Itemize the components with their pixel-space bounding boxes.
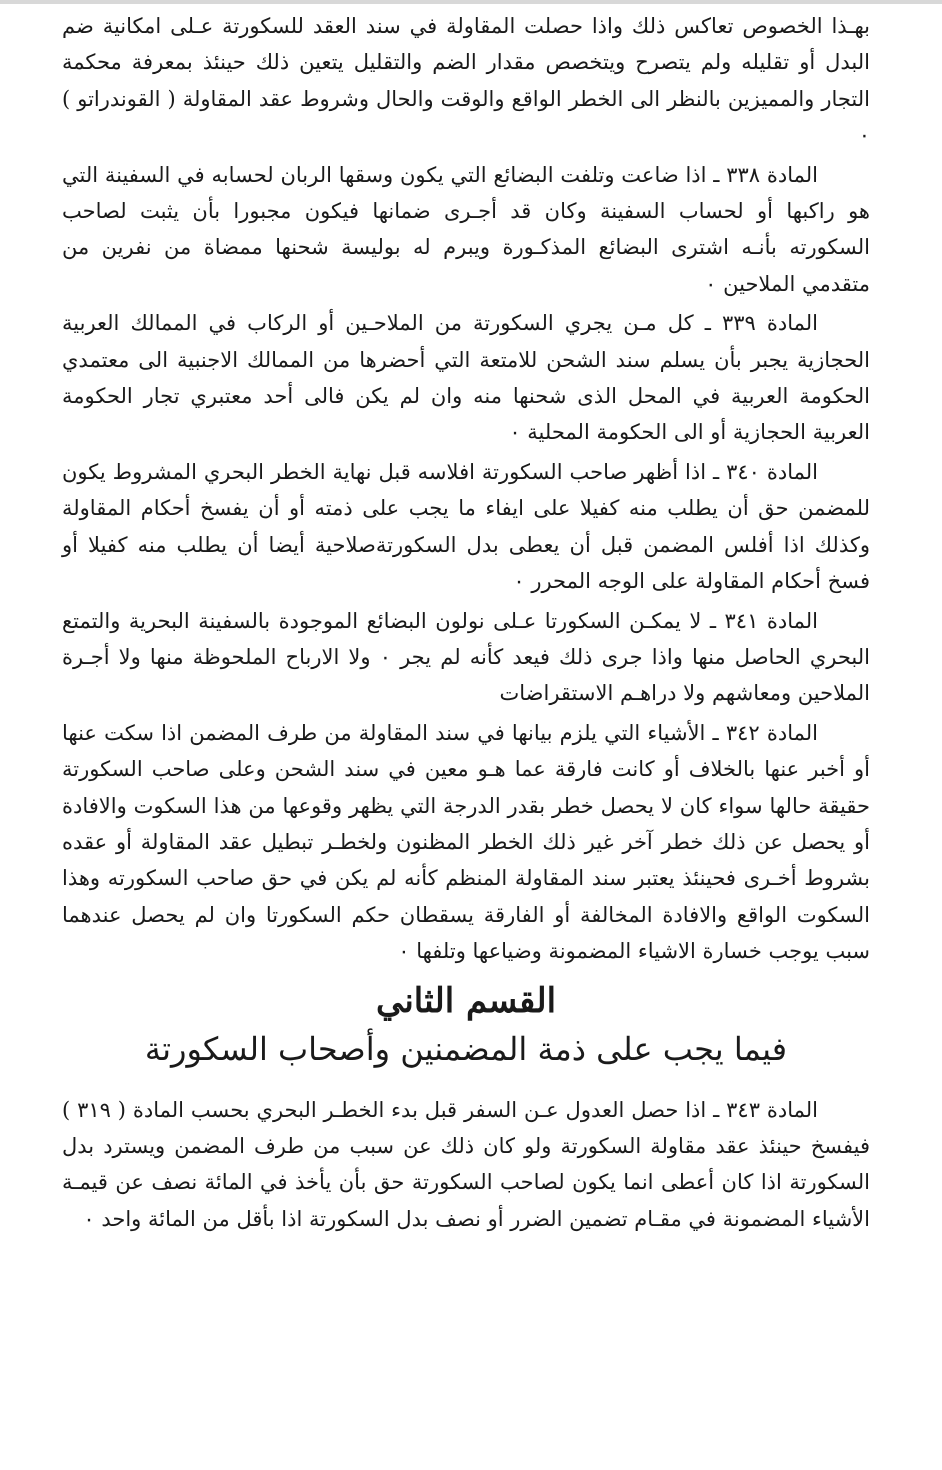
article-342: المادة ٣٤٢ ـ الأشياء التي يلزم بيانها في سند المقاولة من طرف المضمن اذا سكت عنها أو أخبر عنها بالخلاف أو كانت فارقة عما هـو معين في سند الشحن وعلى صاحب السكورتة حقيقة حالها سواء كان لا يحصل خطر بقدر الدرجة التي يظهر وقوعها من هذا السكوت والافادة أو يحصل عن ذلك خطر آخر غير ذلك الخطر المظنون ولخطـر تبطيل عقد المقاولة أو عقده بشروط أخـرى فحينئذ يعتبر سند المقاولة المنظم كأنه لم يكن في حق صاحب السكورته وهذا السكوت الواقع والافادة المخالفة أو الفارقة يسقطان حكم السكورتا وان لم يحصل عندهما سبب يوجب خسارة الاشياء المضمونة وضياعها وتلفها ٠ <box>62 720 870 964</box>
section-subtitle: فيما يجب على ذمة المضمنين وأصحاب السكورتة <box>144 1029 788 1068</box>
section-title: القسم الثاني <box>375 980 557 1021</box>
article-343: المادة ٣٤٣ ـ اذا حصل العدول عـن السفر قبل بدء الخطـر البحري بحسب المادة ( ٣١٩ ) فيفسخ حينئذ عقد مقاولة السكورتة ولو كان ذلك عن سبب من طرف المضمن ويسترد بدل السكورتة اذا كان أعطى انما يكون لصاحب السكورتة حق بأن يأخذ في المائة نصف عن قيمـة الأشياء المضمونة في مقـام تضمين الضرر أو نصف بدل السكورتة اذا بأقل من المائة واحد ٠ <box>62 1097 870 1231</box>
document-page <box>62 8 870 1240</box>
article-340: المادة ٣٤٠ ـ اذا أظهر صاحب السكورتة افلاسه قبل نهاية الخطر البحري المشروط يكون للمضمن حق أن يطلب منه كفيلا على ايفاء ما يجب على ذمته أو أن يفسخ أحكام المقاولة وكذلك اذا أفلس المضمن قبل أن يعطى بدل السكورتةصلاحية أيضا أن يطلب منه كفيلا أو فسخ أحكام المقاولة على الوجه المحرر ٠ <box>62 459 870 594</box>
article-338: المادة ٣٣٨ ـ اذا ضاعت وتلفت البضائع التي يكون وسقها الربان لحسابه في السفينة التي هو راكبها أو لحساب السفينة وكان قد أجـرى ضمانها فيكون مجبورا بأن يثبت لصاحب السكورته بأنـه اشترى البضائع المذكـورة ويبرم له بوليسة شحنها ممضاة من نفرين من متقدمي الملاحين ٠ <box>62 162 870 296</box>
article-341: المادة ٣٤١ ـ لا يمكـن السكورتا عـلى نولون البضائع الموجودة بالسفينة البحرية والتمتع البحري الحاصل منها واذا جرى ذلك فيعد كأنه لم يجر ٠ ولا الارباح الملحوظة منها ولا أجـرة الملاحين ومعاشهم ولا دراهـم الاستقراضات <box>62 608 870 706</box>
article-339: المادة ٣٣٩ ـ كل مـن يجري السكورتة من الملاحـين أو الركاب في الممالك العربية الحجازية يجبر بأن يسلم سند الشحن للامتعة التي أحضرها من الممالك الاجنبية الى معتمدي الحكومة العربية في المحل الذى شحنها منه وان لم يكن فالى أحد معتبري تجار الحكومة العربية الحجازية أو الى الحكومة المحلية ٠ <box>62 311 870 445</box>
paragraph-continuation: بهـذا الخصوص تعاكس ذلك واذا حصلت المقاولة في سند العقد للسكورتة عـلى امكانية ضم البدل أو تقليله ولم يتصرح ويتخصص مقدار الضم والتقليل يتعين ذلك حينئذ بمعرفة محكمة التجار والمميزين بالنظر الى الخطر الواقع والوقت والحال وشروط عقد المقاولة ( القوندراتو ) ٠ <box>62 14 870 148</box>
scan-top-edge <box>0 0 942 4</box>
